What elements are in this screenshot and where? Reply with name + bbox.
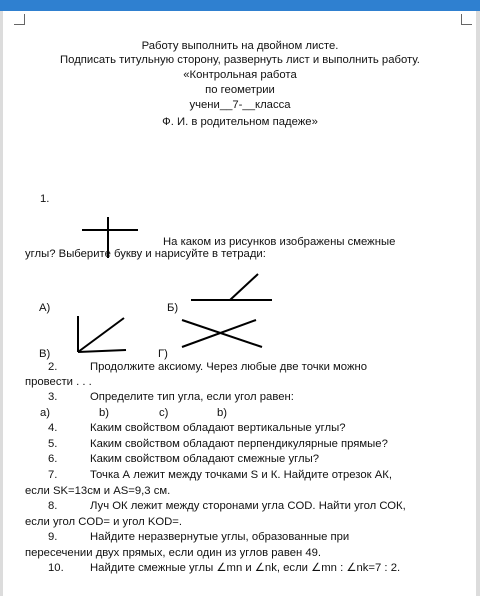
- q7-line1: Точка А лежит между точками S и К. Найдите отрезок АК,: [90, 469, 392, 481]
- q9-line1: Найдите неразвернутые углы, образованные при: [90, 531, 350, 543]
- header-line-6: Ф. И. в родительном падеже»: [162, 116, 318, 128]
- q1-text-line1: На каком из рисунков изображены смежные: [163, 236, 396, 248]
- q4-number: 4.: [48, 422, 58, 434]
- q7-number: 7.: [48, 469, 58, 481]
- q10-line1: Найдите смежные углы ∠mn и ∠nk, если ∠mn : ∠nk=7 : 2.: [90, 562, 401, 574]
- q3-number: 3.: [48, 391, 58, 403]
- q7-line2: если SK=13см и AS=9,3 см.: [25, 485, 171, 497]
- page-corner-mark-right: [461, 14, 472, 25]
- q6-number: 6.: [48, 453, 58, 465]
- q8-number: 8.: [48, 500, 58, 512]
- option-v-label: В): [39, 348, 51, 360]
- header-line-5: учени__7-__класса: [189, 99, 291, 111]
- q2-line2: провести . . .: [25, 376, 92, 388]
- page-corner-mark-left: [14, 14, 25, 25]
- q10-number: 10.: [48, 562, 64, 574]
- q4-line1: Каким свойством обладают вертикальные углы?: [90, 422, 346, 434]
- q3-item-c: c): [159, 407, 169, 419]
- option-b-label: Б): [167, 302, 179, 314]
- q6-line1: Каким свойством обладают смежные углы?: [90, 453, 319, 465]
- header-line-3: «Контрольная работа: [183, 69, 297, 81]
- q5-number: 5.: [48, 438, 58, 450]
- q3-item-a: а): [40, 407, 51, 419]
- q9-line2: пересечении двух прямых, если один из углов равен 49.: [25, 547, 322, 559]
- q8-line1: Луч ОК лежит между сторонами угла COD. Найти угол СОК,: [90, 500, 406, 512]
- q3-line1: Определите тип угла, если угол равен:: [90, 391, 294, 403]
- option-g-label: Г): [158, 348, 168, 360]
- q3-item-b2: b): [217, 407, 228, 419]
- q2-line1: Продолжите аксиому. Через любые две точки можно: [90, 361, 368, 373]
- window-top-bar: [0, 0, 480, 11]
- header-line-1: Работу выполнить на двойном листе.: [141, 40, 339, 52]
- q8-line2: если угол COD= и угол KOD=.: [25, 516, 183, 528]
- q3-item-b1: b): [99, 407, 110, 419]
- option-a-label: А): [39, 302, 51, 314]
- q2-number: 2.: [48, 361, 58, 373]
- q1-text-line2: углы? Выберите букву и нарисуйте в тетради:: [25, 248, 266, 260]
- header-line-2: Подписать титульную сторону, развернуть лист и выполнить работу.: [60, 54, 420, 66]
- header-line-4: по геометрии: [205, 84, 275, 96]
- q1-number: 1.: [40, 193, 50, 205]
- q5-line1: Каким свойством обладают перпендикулярные прямые?: [90, 438, 388, 450]
- q9-number: 9.: [48, 531, 58, 543]
